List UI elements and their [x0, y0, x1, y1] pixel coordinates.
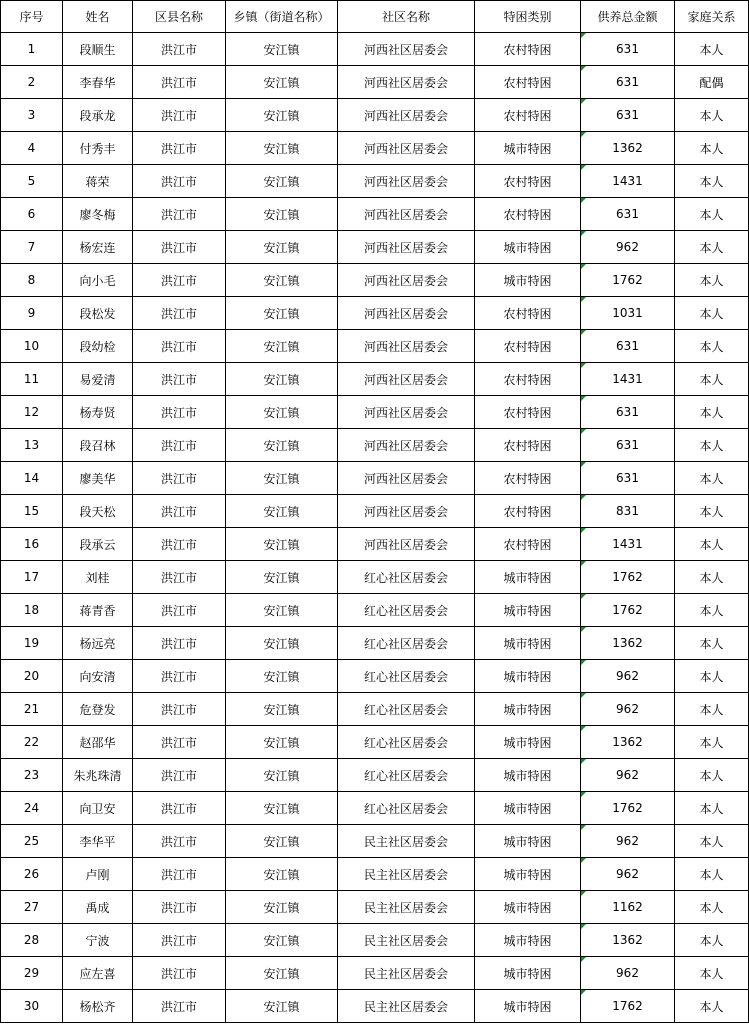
cell-amount: 1762 — [581, 792, 675, 825]
cell-town: 安江镇 — [226, 396, 338, 429]
cell-index: 9 — [1, 297, 63, 330]
cell-county: 洪江市 — [133, 594, 226, 627]
table-row — [1, 462, 749, 495]
cell-community: 河西社区居委会 — [338, 198, 475, 231]
cell-town: 安江镇 — [226, 693, 338, 726]
table-row — [1, 858, 749, 891]
cell-name: 段承龙 — [63, 99, 133, 132]
cell-amount: 1362 — [581, 924, 675, 957]
cell-town: 安江镇 — [226, 858, 338, 891]
cell-town: 安江镇 — [226, 330, 338, 363]
cell-category: 农村特困 — [475, 33, 581, 66]
cell-category: 城市特困 — [475, 858, 581, 891]
table-row — [1, 561, 749, 594]
cell-amount: 1762 — [581, 990, 675, 1023]
cell-community: 红心社区居委会 — [338, 693, 475, 726]
cell-amount: 1162 — [581, 891, 675, 924]
cell-name: 段松发 — [63, 297, 133, 330]
cell-category: 城市特困 — [475, 660, 581, 693]
cell-name: 向安清 — [63, 660, 133, 693]
cell-index: 2 — [1, 66, 63, 99]
cell-amount: 1362 — [581, 726, 675, 759]
cell-category: 城市特困 — [475, 132, 581, 165]
cell-amount: 631 — [581, 33, 675, 66]
cell-relation: 本人 — [675, 396, 749, 429]
table-row — [1, 132, 749, 165]
cell-relation: 本人 — [675, 99, 749, 132]
cell-relation: 本人 — [675, 594, 749, 627]
cell-amount: 831 — [581, 495, 675, 528]
cell-category: 城市特困 — [475, 693, 581, 726]
table-row — [1, 33, 749, 66]
cell-county: 洪江市 — [133, 825, 226, 858]
cell-name: 禹成 — [63, 891, 133, 924]
table-row — [1, 990, 749, 1023]
cell-community: 民主社区居委会 — [338, 858, 475, 891]
cell-name: 段幼检 — [63, 330, 133, 363]
cell-name: 廖冬梅 — [63, 198, 133, 231]
cell-category: 城市特困 — [475, 627, 581, 660]
table-row — [1, 66, 749, 99]
cell-county: 洪江市 — [133, 495, 226, 528]
cell-name: 向小毛 — [63, 264, 133, 297]
cell-relation: 本人 — [675, 132, 749, 165]
cell-county: 洪江市 — [133, 198, 226, 231]
cell-town: 安江镇 — [226, 924, 338, 957]
cell-relation: 本人 — [675, 198, 749, 231]
cell-town: 安江镇 — [226, 429, 338, 462]
cell-town: 安江镇 — [226, 198, 338, 231]
cell-amount: 631 — [581, 66, 675, 99]
table-row — [1, 396, 749, 429]
cell-relation: 本人 — [675, 429, 749, 462]
cell-index: 30 — [1, 990, 63, 1023]
cell-category: 农村特困 — [475, 330, 581, 363]
cell-community: 河西社区居委会 — [338, 363, 475, 396]
table-row — [1, 363, 749, 396]
cell-index: 20 — [1, 660, 63, 693]
cell-amount: 1431 — [581, 363, 675, 396]
cell-town: 安江镇 — [226, 990, 338, 1023]
table-row — [1, 627, 749, 660]
table-row — [1, 957, 749, 990]
cell-town: 安江镇 — [226, 495, 338, 528]
cell-name: 朱兆珠清 — [63, 759, 133, 792]
cell-town: 安江镇 — [226, 957, 338, 990]
cell-county: 洪江市 — [133, 99, 226, 132]
cell-county: 洪江市 — [133, 66, 226, 99]
cell-county: 洪江市 — [133, 33, 226, 66]
cell-town: 安江镇 — [226, 792, 338, 825]
cell-county: 洪江市 — [133, 759, 226, 792]
cell-category: 城市特困 — [475, 957, 581, 990]
cell-community: 河西社区居委会 — [338, 165, 475, 198]
cell-category: 城市特困 — [475, 759, 581, 792]
table-body — [1, 33, 749, 1023]
cell-relation: 本人 — [675, 33, 749, 66]
cell-index: 27 — [1, 891, 63, 924]
cell-index: 19 — [1, 627, 63, 660]
cell-category: 城市特困 — [475, 825, 581, 858]
cell-category: 农村特困 — [475, 396, 581, 429]
cell-relation: 本人 — [675, 330, 749, 363]
cell-index: 10 — [1, 330, 63, 363]
cell-town: 安江镇 — [226, 165, 338, 198]
cell-index: 16 — [1, 528, 63, 561]
cell-index: 1 — [1, 33, 63, 66]
cell-category: 农村特困 — [475, 363, 581, 396]
cell-town: 安江镇 — [226, 627, 338, 660]
cell-community: 民主社区居委会 — [338, 891, 475, 924]
cell-town: 安江镇 — [226, 891, 338, 924]
cell-relation: 配偶 — [675, 66, 749, 99]
cell-town: 安江镇 — [226, 759, 338, 792]
cell-community: 红心社区居委会 — [338, 759, 475, 792]
cell-category: 城市特困 — [475, 924, 581, 957]
cell-community: 民主社区居委会 — [338, 924, 475, 957]
cell-index: 14 — [1, 462, 63, 495]
cell-name: 卢刚 — [63, 858, 133, 891]
cell-county: 洪江市 — [133, 792, 226, 825]
cell-index: 12 — [1, 396, 63, 429]
cell-category: 城市特困 — [475, 561, 581, 594]
cell-amount: 962 — [581, 858, 675, 891]
cell-county: 洪江市 — [133, 660, 226, 693]
table-row — [1, 297, 749, 330]
cell-name: 李春华 — [63, 66, 133, 99]
cell-name: 段顺生 — [63, 33, 133, 66]
cell-amount: 962 — [581, 957, 675, 990]
header-relation: 家庭关系 — [675, 1, 749, 33]
cell-town: 安江镇 — [226, 528, 338, 561]
cell-index: 6 — [1, 198, 63, 231]
cell-index: 5 — [1, 165, 63, 198]
cell-index: 28 — [1, 924, 63, 957]
table-row — [1, 330, 749, 363]
cell-index: 4 — [1, 132, 63, 165]
cell-town: 安江镇 — [226, 132, 338, 165]
table-row — [1, 693, 749, 726]
header-name: 姓名 — [63, 1, 133, 33]
cell-category: 城市特困 — [475, 594, 581, 627]
table-row — [1, 825, 749, 858]
table-row — [1, 891, 749, 924]
cell-name: 杨宏连 — [63, 231, 133, 264]
table-row — [1, 726, 749, 759]
cell-amount: 962 — [581, 759, 675, 792]
cell-index: 18 — [1, 594, 63, 627]
cell-relation: 本人 — [675, 891, 749, 924]
cell-name: 付秀丰 — [63, 132, 133, 165]
header-amount: 供养总金额 — [581, 1, 675, 33]
cell-town: 安江镇 — [226, 825, 338, 858]
cell-town: 安江镇 — [226, 363, 338, 396]
cell-community: 红心社区居委会 — [338, 594, 475, 627]
cell-relation: 本人 — [675, 165, 749, 198]
cell-amount: 1431 — [581, 528, 675, 561]
cell-category: 城市特困 — [475, 231, 581, 264]
header-county: 区县名称 — [133, 1, 226, 33]
cell-community: 河西社区居委会 — [338, 231, 475, 264]
table-row — [1, 594, 749, 627]
table-row — [1, 429, 749, 462]
table-row — [1, 264, 749, 297]
cell-category: 农村特困 — [475, 165, 581, 198]
cell-county: 洪江市 — [133, 231, 226, 264]
cell-index: 25 — [1, 825, 63, 858]
cell-amount: 962 — [581, 660, 675, 693]
cell-community: 河西社区居委会 — [338, 66, 475, 99]
cell-name: 杨松齐 — [63, 990, 133, 1023]
cell-amount: 631 — [581, 462, 675, 495]
cell-amount: 962 — [581, 825, 675, 858]
cell-relation: 本人 — [675, 759, 749, 792]
cell-county: 洪江市 — [133, 396, 226, 429]
cell-community: 河西社区居委会 — [338, 264, 475, 297]
cell-community: 民主社区居委会 — [338, 990, 475, 1023]
header-town: 乡镇（街道名称） — [226, 1, 338, 33]
cell-index: 21 — [1, 693, 63, 726]
cell-amount: 1762 — [581, 561, 675, 594]
cell-amount: 1362 — [581, 627, 675, 660]
cell-category: 农村特困 — [475, 429, 581, 462]
cell-town: 安江镇 — [226, 66, 338, 99]
cell-county: 洪江市 — [133, 297, 226, 330]
cell-town: 安江镇 — [226, 594, 338, 627]
cell-county: 洪江市 — [133, 264, 226, 297]
cell-town: 安江镇 — [226, 99, 338, 132]
cell-town: 安江镇 — [226, 33, 338, 66]
cell-category: 城市特困 — [475, 891, 581, 924]
cell-county: 洪江市 — [133, 363, 226, 396]
cell-county: 洪江市 — [133, 858, 226, 891]
cell-category: 农村特困 — [475, 462, 581, 495]
cell-amount: 631 — [581, 198, 675, 231]
cell-community: 河西社区居委会 — [338, 132, 475, 165]
cell-community: 红心社区居委会 — [338, 660, 475, 693]
cell-amount: 962 — [581, 231, 675, 264]
cell-amount: 1431 — [581, 165, 675, 198]
cell-category: 农村特困 — [475, 66, 581, 99]
cell-county: 洪江市 — [133, 891, 226, 924]
header-community: 社区名称 — [338, 1, 475, 33]
cell-index: 8 — [1, 264, 63, 297]
table-row — [1, 231, 749, 264]
cell-name: 段承云 — [63, 528, 133, 561]
cell-relation: 本人 — [675, 957, 749, 990]
cell-name: 段召林 — [63, 429, 133, 462]
cell-relation: 本人 — [675, 990, 749, 1023]
cell-community: 河西社区居委会 — [338, 99, 475, 132]
table-row — [1, 165, 749, 198]
cell-name: 刘桂 — [63, 561, 133, 594]
cell-category: 城市特困 — [475, 264, 581, 297]
cell-index: 15 — [1, 495, 63, 528]
cell-index: 23 — [1, 759, 63, 792]
cell-county: 洪江市 — [133, 726, 226, 759]
cell-county: 洪江市 — [133, 924, 226, 957]
cell-community: 河西社区居委会 — [338, 396, 475, 429]
cell-community: 红心社区居委会 — [338, 792, 475, 825]
table-header — [1, 1, 749, 33]
cell-name: 向卫安 — [63, 792, 133, 825]
cell-amount: 1362 — [581, 132, 675, 165]
cell-relation: 本人 — [675, 363, 749, 396]
cell-relation: 本人 — [675, 660, 749, 693]
cell-relation: 本人 — [675, 726, 749, 759]
cell-community: 河西社区居委会 — [338, 462, 475, 495]
cell-index: 13 — [1, 429, 63, 462]
cell-index: 26 — [1, 858, 63, 891]
cell-relation: 本人 — [675, 231, 749, 264]
table-row — [1, 495, 749, 528]
cell-county: 洪江市 — [133, 528, 226, 561]
cell-community: 河西社区居委会 — [338, 330, 475, 363]
cell-town: 安江镇 — [226, 462, 338, 495]
cell-index: 17 — [1, 561, 63, 594]
cell-community: 河西社区居委会 — [338, 528, 475, 561]
cell-community: 河西社区居委会 — [338, 495, 475, 528]
table-row — [1, 759, 749, 792]
cell-name: 危登发 — [63, 693, 133, 726]
cell-name: 易爱清 — [63, 363, 133, 396]
cell-name: 李华平 — [63, 825, 133, 858]
cell-county: 洪江市 — [133, 165, 226, 198]
header-category: 特困类别 — [475, 1, 581, 33]
cell-amount: 631 — [581, 429, 675, 462]
cell-name: 段天松 — [63, 495, 133, 528]
cell-category: 农村特困 — [475, 297, 581, 330]
cell-community: 河西社区居委会 — [338, 297, 475, 330]
cell-county: 洪江市 — [133, 561, 226, 594]
cell-index: 22 — [1, 726, 63, 759]
cell-category: 城市特困 — [475, 792, 581, 825]
cell-amount: 631 — [581, 99, 675, 132]
header-row — [1, 1, 749, 33]
table-row — [1, 660, 749, 693]
table-row — [1, 528, 749, 561]
cell-community: 河西社区居委会 — [338, 33, 475, 66]
cell-community: 民主社区居委会 — [338, 957, 475, 990]
cell-relation: 本人 — [675, 495, 749, 528]
cell-community: 民主社区居委会 — [338, 825, 475, 858]
cell-town: 安江镇 — [226, 264, 338, 297]
table-row — [1, 924, 749, 957]
cell-county: 洪江市 — [133, 627, 226, 660]
cell-index: 7 — [1, 231, 63, 264]
cell-index: 29 — [1, 957, 63, 990]
cell-amount: 631 — [581, 330, 675, 363]
cell-community: 红心社区居委会 — [338, 726, 475, 759]
cell-community: 红心社区居委会 — [338, 561, 475, 594]
cell-relation: 本人 — [675, 297, 749, 330]
header-index: 序号 — [1, 1, 63, 33]
cell-name: 杨寿贤 — [63, 396, 133, 429]
cell-town: 安江镇 — [226, 561, 338, 594]
cell-community: 红心社区居委会 — [338, 627, 475, 660]
cell-county: 洪江市 — [133, 957, 226, 990]
cell-name: 蒋荣 — [63, 165, 133, 198]
cell-name: 宁波 — [63, 924, 133, 957]
cell-index: 11 — [1, 363, 63, 396]
cell-county: 洪江市 — [133, 132, 226, 165]
cell-amount: 1031 — [581, 297, 675, 330]
cell-county: 洪江市 — [133, 429, 226, 462]
cell-relation: 本人 — [675, 924, 749, 957]
cell-index: 3 — [1, 99, 63, 132]
cell-name: 廖美华 — [63, 462, 133, 495]
cell-amount: 631 — [581, 396, 675, 429]
cell-category: 城市特困 — [475, 726, 581, 759]
cell-amount: 962 — [581, 693, 675, 726]
table-row — [1, 792, 749, 825]
cell-relation: 本人 — [675, 561, 749, 594]
cell-community: 河西社区居委会 — [338, 429, 475, 462]
cell-county: 洪江市 — [133, 693, 226, 726]
cell-relation: 本人 — [675, 792, 749, 825]
cell-amount: 1762 — [581, 264, 675, 297]
cell-name: 杨远亮 — [63, 627, 133, 660]
cell-name: 赵邵华 — [63, 726, 133, 759]
cell-relation: 本人 — [675, 264, 749, 297]
cell-relation: 本人 — [675, 858, 749, 891]
cell-county: 洪江市 — [133, 462, 226, 495]
cell-index: 24 — [1, 792, 63, 825]
cell-town: 安江镇 — [226, 726, 338, 759]
table-row — [1, 198, 749, 231]
cell-relation: 本人 — [675, 693, 749, 726]
cell-amount: 1762 — [581, 594, 675, 627]
cell-category: 农村特困 — [475, 528, 581, 561]
cell-category: 农村特困 — [475, 198, 581, 231]
cell-relation: 本人 — [675, 528, 749, 561]
cell-county: 洪江市 — [133, 990, 226, 1023]
cell-relation: 本人 — [675, 627, 749, 660]
cell-county: 洪江市 — [133, 330, 226, 363]
cell-name: 蒋青香 — [63, 594, 133, 627]
table-row — [1, 99, 749, 132]
cell-name: 应左喜 — [63, 957, 133, 990]
cell-town: 安江镇 — [226, 660, 338, 693]
cell-category: 农村特困 — [475, 495, 581, 528]
cell-relation: 本人 — [675, 825, 749, 858]
cell-relation: 本人 — [675, 462, 749, 495]
cell-category: 城市特困 — [475, 990, 581, 1023]
cell-category: 农村特困 — [475, 99, 581, 132]
cell-town: 安江镇 — [226, 231, 338, 264]
cell-town: 安江镇 — [226, 297, 338, 330]
